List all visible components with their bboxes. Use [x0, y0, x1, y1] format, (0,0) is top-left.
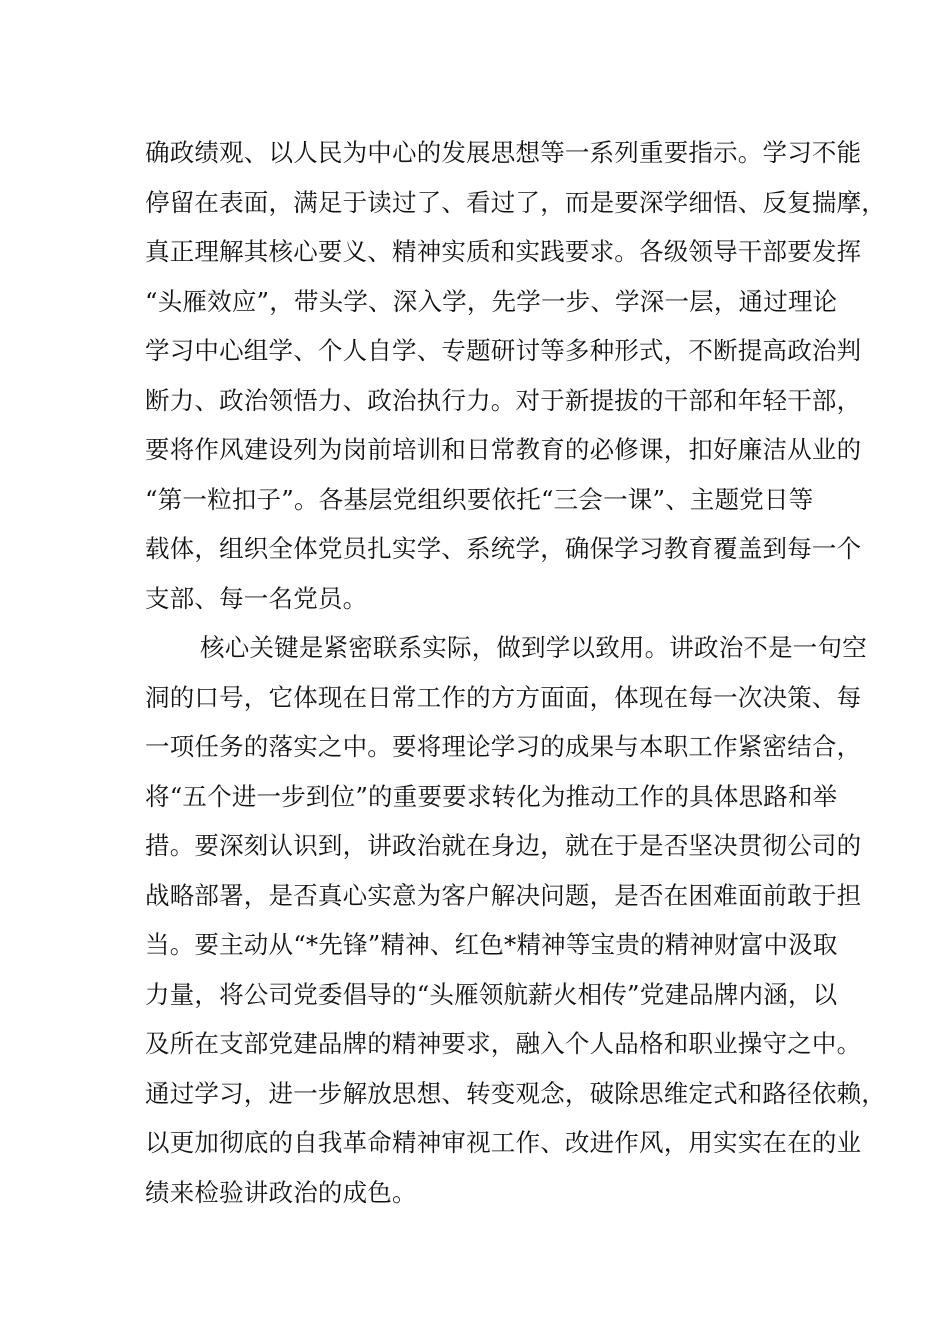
paragraph-2-line-2: 洞的口号，它体现在日常工作的方方面面，体现在每一次决策、每	[145, 682, 862, 712]
paragraph-1-line-4: “头雁效应”，带头学、深入学，先学一步、学深一层，通过理论	[145, 286, 838, 316]
paragraph-1-line-7: 要将作风建设列为岗前培训和日常教育的必修课，扣好廉洁从业的	[145, 435, 862, 464]
paragraph-2-line-8: 力量，将公司党委倡导的“头雁领航薪火相传”党建品牌内涵，以	[145, 979, 838, 1009]
paragraph-2-line-5: 措。要深刻认识到，讲政治就在身边，就在于是否坚决贯彻公司的	[145, 831, 862, 860]
paragraph-2-line-3: 一项任务的落实之中。要将理论学习的成果与本职工作紧密结合，	[145, 732, 862, 761]
paragraph-1-line-10: 支部、每一名党员。	[145, 583, 368, 613]
paragraph-1-line-3: 真正理解其核心要义、精神实质和实践要求。各级领导干部要发挥	[145, 237, 862, 266]
paragraph-1-line-6: 断力、政治领悟力、政治执行力。对于新提拔的干部和年轻干部，	[145, 385, 862, 415]
paragraph-1-line-2: 停留在表面，满足于读过了、看过了，而是要深学细悟、反复揣摩，	[145, 187, 886, 217]
paragraph-1-line-5: 学习中心组学、个人自学、专题研讨等多种形式，不断提高政治判	[145, 336, 862, 365]
paragraph-1-line-1: 确政绩观、以人民为中心的发展思想等一系列重要指示。学习不能	[145, 138, 862, 167]
paragraph-2-line-4: 将“五个进一步到位”的重要要求转化为推动工作的具体思路和举	[145, 781, 838, 811]
paragraph-1-line-8: “第一粒扣子”。各基层党组织要依托“三会一课”、主题党日等	[145, 484, 814, 514]
paragraph-1-line-9: 载体，组织全体党员扎实学、系统学，确保学习教育覆盖到每一个	[145, 534, 862, 563]
paragraph-2-line-9: 及所在支部党建品牌的精神要求，融入个人品格和职业操守之中。	[145, 1029, 862, 1058]
document-body	[145, 128, 886, 1217]
paragraph-2-line-10: 通过学习，进一步解放思想、转变观念，破除思维定式和路径依赖，	[145, 1078, 886, 1108]
paragraph-2-line-11: 以更加彻底的自我革命精神审视工作、改进作风，用实实在在的业	[145, 1128, 862, 1157]
paragraph-2-line-6: 战略部署，是否真心实意为客户解决问题，是否在困难面前敢于担	[145, 880, 862, 910]
paragraph-2-line-12: 绩来检验讲政治的成色。	[145, 1177, 417, 1207]
paragraph-2-line-1: 核心关键是紧密联系实际，做到学以致用。讲政治不是一句空	[200, 633, 867, 662]
paragraph-2-line-7: 当。要主动从“*先锋”精神、红色*精神等宝贵的精神财富中汲取	[145, 930, 838, 959]
